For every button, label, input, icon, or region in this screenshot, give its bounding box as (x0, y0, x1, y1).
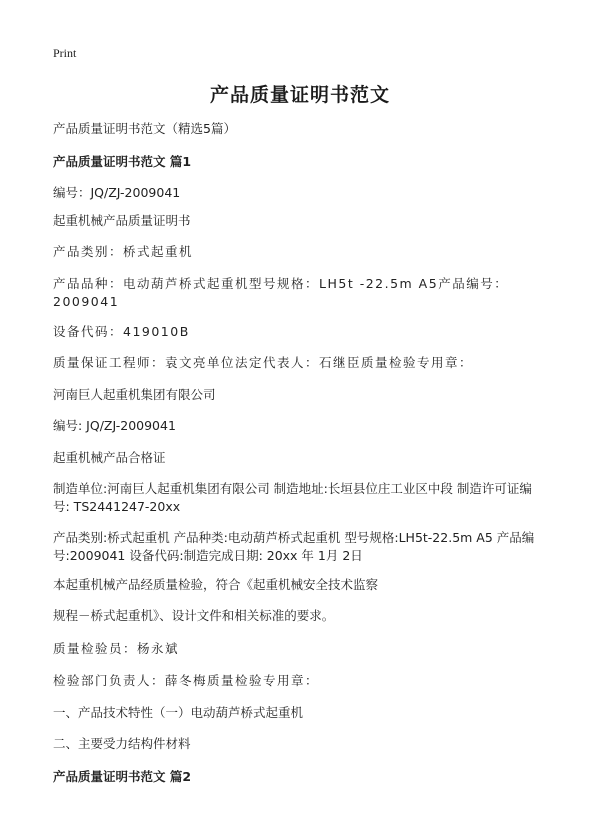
paragraph: 产品类别:桥式起重机 产品种类:电动葫芦桥式起重机 型号规格:LH5t-22.5m A5 产品编号:2009041 设备代码:制造完成日期: 20xx 年 1月 2日 (53, 530, 535, 563)
print-link[interactable]: Print (53, 46, 77, 60)
paragraph: 制造单位:河南巨人起重机集团有限公司 制造地址:长垣县位庄工业区中段 制造许可证编号: TS2441247-20xx (53, 481, 532, 514)
document-title: 产品质量证明书范文 (209, 84, 390, 106)
paragraph: 起重机械产品质量证明书 (53, 213, 191, 228)
section-heading-1: 产品质量证明书范文 篇1 (53, 154, 192, 169)
paragraph: 设备代码：419010B (53, 324, 190, 339)
paragraph: 规程－桥式起重机》、设计文件和相关标准的要求。 (53, 608, 335, 623)
paragraph: 一、产品技术特性（一）电动葫芦桥式起重机 (53, 705, 304, 720)
paragraph: 编号: JQ/ZJ-2009041 (53, 418, 176, 433)
document-subtitle: 产品质量证明书范文（精选5篇） (53, 121, 236, 136)
paragraph: 产品类别：桥式起重机 (53, 244, 194, 259)
paragraph: 质量保证工程师：袁文亮单位法定代表人：石继臣质量检验专用章： (53, 355, 474, 370)
paragraph: 本起重机械产品经质量检验，符合《起重机械安全技术监察 (53, 577, 379, 592)
paragraph: 起重机械产品合格证 (53, 450, 166, 465)
paragraph: 质量检验员：杨永斌 (53, 641, 180, 656)
section-heading-2: 产品质量证明书范文 篇2 (53, 769, 192, 784)
paragraph: 河南巨人起重机集团有限公司 (53, 387, 216, 402)
paragraph: 编号：JQ/ZJ-2009041 (53, 185, 181, 200)
paragraph: 检验部门负责人：薛冬梅质量检验专用章： (53, 673, 320, 688)
paragraph: 产品品种：电动葫芦桥式起重机型号规格：LH5t -22.5m A5产品编号：2009041 (53, 276, 509, 309)
paragraph: 二、主要受力结构件材料 (53, 736, 191, 751)
